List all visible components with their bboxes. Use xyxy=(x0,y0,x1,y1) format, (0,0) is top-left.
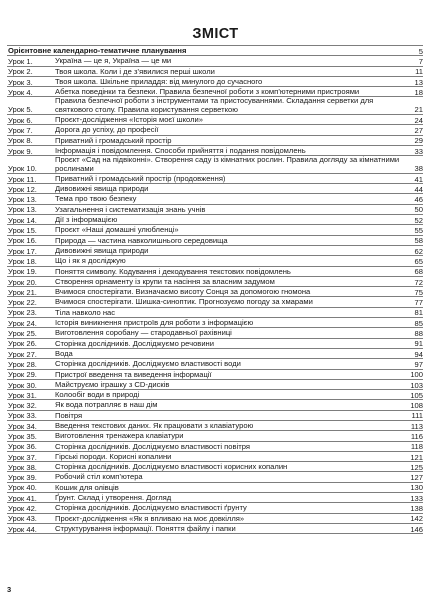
toc-lesson-number: Урок 31. xyxy=(7,390,55,400)
toc-lesson-title: Що і як я досліджую xyxy=(55,256,406,266)
toc-page-number: 5 xyxy=(406,46,423,56)
toc-lesson-number: Урок 22. xyxy=(7,297,55,307)
toc-page-number: 88 xyxy=(406,328,423,338)
toc-row xyxy=(7,297,423,307)
toc-lesson-number: Урок 27. xyxy=(7,348,55,358)
toc-page-number: 46 xyxy=(406,194,423,204)
toc-lesson-number: Урок 26. xyxy=(7,338,55,348)
toc-row xyxy=(7,318,423,328)
toc-row xyxy=(7,204,423,214)
toc-page-number: 18 xyxy=(406,87,423,97)
toc-row xyxy=(7,225,423,235)
toc-lesson-number: Урок 42. xyxy=(7,503,55,513)
toc-lesson-title: Структурування інформації. Поняття файлу і папки xyxy=(55,523,406,533)
toc-lesson-title: Проєкт-дослідження «Як я впливаю на моє довкілля» xyxy=(55,513,406,523)
toc-lesson-number: Урок 6. xyxy=(7,115,55,125)
toc-lesson-title: Сторінка дослідників. Досліджуємо властивості ґрунту xyxy=(55,503,406,513)
toc-row xyxy=(7,287,423,297)
toc-lesson-number: Урок 23. xyxy=(7,307,55,317)
toc-page-number: 62 xyxy=(406,245,423,255)
toc-row xyxy=(7,184,423,194)
toc-lesson-number: Урок 29. xyxy=(7,369,55,379)
toc-row xyxy=(7,513,423,523)
toc-page-number: 11 xyxy=(406,66,423,76)
toc-lesson-title: Тіла навколо нас xyxy=(55,307,406,317)
toc-lesson-title: Тема про твою безпеку xyxy=(55,194,406,204)
toc-lesson-title: Орієнтовне календарно-тематичне планування xyxy=(7,46,406,56)
toc-page-number: 58 xyxy=(406,235,423,245)
toc-lesson-number: Урок 19. xyxy=(7,266,55,276)
toc-page-number: 65 xyxy=(406,256,423,266)
toc-lesson-number: Урок 30. xyxy=(7,379,55,389)
toc-row xyxy=(7,328,423,338)
toc-page-number: 41 xyxy=(406,173,423,183)
toc-lesson-number: Урок 14. xyxy=(7,215,55,225)
toc-lesson-number: Урок 41. xyxy=(7,493,55,503)
toc-page-number: 116 xyxy=(406,431,423,441)
toc-lesson-number: Урок 32. xyxy=(7,400,55,410)
toc-lesson-title: Поняття символу. Кодування і декодування текстових повідомлень xyxy=(55,266,406,276)
toc-page-number: 125 xyxy=(406,462,423,472)
toc-lesson-title: Проєкт «Наші домашні улюбленці» xyxy=(55,225,406,235)
toc-row xyxy=(7,338,423,348)
toc-row xyxy=(7,348,423,358)
toc-lesson-number: Урок 35. xyxy=(7,431,55,441)
table-of-contents xyxy=(7,45,423,534)
toc-lesson-title: Виготовлення тренажера клавіатури xyxy=(55,431,406,441)
toc-row xyxy=(7,115,423,125)
toc-lesson-number: Урок 18. xyxy=(7,256,55,266)
toc-lesson-number: Урок 5. xyxy=(7,97,55,115)
toc-lesson-title: Гірські породи. Корисні копалини xyxy=(55,451,406,461)
toc-page-number: 105 xyxy=(406,390,423,400)
toc-page-number: 113 xyxy=(406,420,423,430)
toc-page-number: 52 xyxy=(406,215,423,225)
toc-row xyxy=(7,256,423,266)
toc-row xyxy=(7,400,423,410)
toc-page-number: 118 xyxy=(406,441,423,451)
toc-row xyxy=(7,390,423,400)
toc-page-number: 72 xyxy=(406,276,423,286)
toc-lesson-number: Урок 28. xyxy=(7,359,55,369)
toc-page-number: 111 xyxy=(406,410,423,420)
toc-row xyxy=(7,493,423,503)
toc-row xyxy=(7,451,423,461)
toc-row xyxy=(7,156,423,174)
toc-page-number: 38 xyxy=(406,156,423,174)
toc-row xyxy=(7,66,423,76)
toc-lesson-title: Дивовижні явища природи xyxy=(55,184,406,194)
toc-page-number: 94 xyxy=(406,348,423,358)
toc-page-number: 44 xyxy=(406,184,423,194)
toc-lesson-number: Урок 15. xyxy=(7,225,55,235)
toc-lesson-title: Повітря xyxy=(55,410,406,420)
toc-lesson-number: Урок 1. xyxy=(7,56,55,66)
toc-lesson-number: Урок 11. xyxy=(7,173,55,183)
toc-page-number: 68 xyxy=(406,266,423,276)
toc-lesson-number: Урок 25. xyxy=(7,328,55,338)
toc-row xyxy=(7,125,423,135)
toc-row xyxy=(7,245,423,255)
toc-row xyxy=(7,266,423,276)
toc-lesson-number: Урок 38. xyxy=(7,462,55,472)
toc-lesson-title: Вчимося спостерігати. Визначаємо висоту Сонця за допомогою гномона xyxy=(55,287,406,297)
toc-page-number: 127 xyxy=(406,472,423,482)
toc-lesson-number: Урок 12. xyxy=(7,184,55,194)
toc-row xyxy=(7,76,423,86)
toc-page-number: 75 xyxy=(406,287,423,297)
page-title: ЗМІСТ xyxy=(192,26,239,42)
toc-lesson-title: Колообіг води в природі xyxy=(55,390,406,400)
toc-row xyxy=(7,431,423,441)
toc-lesson-number: Урок 4. xyxy=(7,87,55,97)
toc-row xyxy=(7,420,423,430)
toc-lesson-title: Введення текстових даних. Як працювати з клавіатурою xyxy=(55,420,406,430)
toc-row xyxy=(7,462,423,472)
toc-lesson-title: Твоя школа. Шкільне приладдя: від минулого до сучасного xyxy=(55,76,406,86)
toc-lesson-number: Урок 39. xyxy=(7,472,55,482)
toc-row xyxy=(7,359,423,369)
toc-lesson-number: Урок 44. xyxy=(7,523,55,533)
toc-row xyxy=(7,472,423,482)
toc-page-number: 130 xyxy=(406,482,423,492)
toc-lesson-title: Виготовлення соробану — стародавньої рахівниці xyxy=(55,328,406,338)
toc-row xyxy=(7,307,423,317)
toc-lesson-title: Проєкт-дослідження «Історія моєї школи» xyxy=(55,115,406,125)
toc-lesson-title: Майструємо іграшку з CD-дисків xyxy=(55,379,406,389)
toc-page-number: 97 xyxy=(406,359,423,369)
toc-page-number: 108 xyxy=(406,400,423,410)
toc-lesson-number: Урок 13. xyxy=(7,194,55,204)
toc-row xyxy=(7,87,423,97)
toc-page-number: 21 xyxy=(406,97,423,115)
toc-lesson-number: Урок 40. xyxy=(7,482,55,492)
toc-row xyxy=(7,441,423,451)
toc-page-number: 142 xyxy=(406,513,423,523)
toc-lesson-number: Урок 2. xyxy=(7,66,55,76)
toc-lesson-title: Дивовижні явища природи xyxy=(55,245,406,255)
toc-page-number: 77 xyxy=(406,297,423,307)
toc-row xyxy=(7,56,423,66)
toc-page-number: 29 xyxy=(406,135,423,145)
toc-lesson-title: Пристрої введення та виведення інформації xyxy=(55,369,406,379)
toc-lesson-title: Сторінка дослідників. Досліджуємо речовини xyxy=(55,338,406,348)
toc-row xyxy=(7,135,423,145)
toc-lesson-title: Історія виникнення пристроїв для роботи з інформацією xyxy=(55,318,406,328)
toc-lesson-title: Природа — частина навколишнього середовища xyxy=(55,235,406,245)
toc-lesson-number: Урок 33. xyxy=(7,410,55,420)
toc-lesson-title: Як вода потрапляє в наш дім xyxy=(55,400,406,410)
toc-page-number: 24 xyxy=(406,115,423,125)
toc-lesson-title: Дії з інформацією xyxy=(55,215,406,225)
toc-lesson-title: Ґрунт. Склад і утворення. Догляд xyxy=(55,493,406,503)
toc-lesson-number: Урок 36. xyxy=(7,441,55,451)
toc-row xyxy=(7,215,423,225)
toc-lesson-title: Приватний і громадський простір (продовження) xyxy=(55,173,406,183)
toc-lesson-number: Урок 9. xyxy=(7,145,55,155)
toc-row xyxy=(7,97,423,115)
toc-page-number: 85 xyxy=(406,318,423,328)
toc-page-number: 33 xyxy=(406,145,423,155)
toc-lesson-number: Урок 13. xyxy=(7,204,55,214)
toc-row xyxy=(7,194,423,204)
toc-lesson-title: Інформація і повідомлення. Способи прийняття і подання повідомлень xyxy=(55,145,406,155)
toc-lesson-number: Урок 10. xyxy=(7,156,55,174)
toc-lesson-title: Проєкт «Сад на підвіконні». Створення саду із кімнатних рослин. Правила догляду за кімнатними рослинами xyxy=(55,156,406,174)
toc-row-intro xyxy=(7,46,423,56)
toc-row xyxy=(7,482,423,492)
toc-page-number: 13 xyxy=(406,76,423,86)
toc-lesson-number: Урок 16. xyxy=(7,235,55,245)
toc-page-number: 100 xyxy=(406,369,423,379)
toc-page-number: 7 xyxy=(406,56,423,66)
toc-lesson-number: Урок 34. xyxy=(7,420,55,430)
toc-page-number: 27 xyxy=(406,125,423,135)
toc-lesson-title: Правила безпечної роботи з інструментами та пристосуваннями. Складання серветки для святкового столу. Правила користування серветкою xyxy=(55,97,406,115)
toc-row xyxy=(7,276,423,286)
toc-page-number: 138 xyxy=(406,503,423,513)
toc-page-number: 146 xyxy=(406,523,423,533)
toc-lesson-title: Сторінка дослідників. Досліджуємо властивості води xyxy=(55,359,406,369)
toc-lesson-title: Узагальнення і систематизація знань учнів xyxy=(55,204,406,214)
toc-row xyxy=(7,235,423,245)
toc-page-number: 50 xyxy=(406,204,423,214)
toc-row xyxy=(7,503,423,513)
toc-lesson-number: Урок 43. xyxy=(7,513,55,523)
toc-row xyxy=(7,410,423,420)
toc-lesson-title: Приватний і громадський простір xyxy=(55,135,406,145)
toc-row xyxy=(7,523,423,533)
toc-lesson-number: Урок 17. xyxy=(7,245,55,255)
toc-lesson-number: Урок 21. xyxy=(7,287,55,297)
toc-lesson-number: Урок 8. xyxy=(7,135,55,145)
toc-lesson-number: Урок 7. xyxy=(7,125,55,135)
toc-lesson-title: Робочий стіл комп’ютера xyxy=(55,472,406,482)
toc-lesson-number: Урок 3. xyxy=(7,76,55,86)
toc-lesson-title: Вчимося спостерігати. Шишка-синоптик. Прогнозуємо погоду за хмарами xyxy=(55,297,406,307)
toc-row xyxy=(7,379,423,389)
toc-lesson-title: Абетка поведінки та безпеки. Правила безпечної роботи з комп’ютерними пристроями xyxy=(55,87,406,97)
toc-lesson-title: Кошик для олівців xyxy=(55,482,406,492)
toc-row xyxy=(7,369,423,379)
toc-lesson-number: Урок 37. xyxy=(7,451,55,461)
toc-row xyxy=(7,173,423,183)
page-number: 3 xyxy=(7,585,12,594)
toc-lesson-title: Сторінка дослідників. Досліджуємо властивості корисних копалин xyxy=(55,462,406,472)
toc-lesson-title: Вода xyxy=(55,348,406,358)
toc-lesson-title: Сторінка дослідників. Досліджуємо властивості повітря xyxy=(55,441,406,451)
toc-lesson-title: Дорога до успіху, до професії xyxy=(55,125,406,135)
toc-page-number: 121 xyxy=(406,451,423,461)
toc-page-number: 55 xyxy=(406,225,423,235)
toc-lesson-title: Створення орнаменту із крупи та насіння за власним задумом xyxy=(55,276,406,286)
toc-lesson-title: Твоя школа. Коли і де з’явилися перші школи xyxy=(55,66,406,76)
toc-page-number: 91 xyxy=(406,338,423,348)
toc-row xyxy=(7,145,423,155)
toc-lesson-number: Урок 24. xyxy=(7,318,55,328)
toc-page-number: 103 xyxy=(406,379,423,389)
toc-lesson-number: Урок 20. xyxy=(7,276,55,286)
toc-page-number: 81 xyxy=(406,307,423,317)
toc-page-number: 133 xyxy=(406,493,423,503)
toc-lesson-title: Україна — це я, Україна — це ми xyxy=(55,56,406,66)
